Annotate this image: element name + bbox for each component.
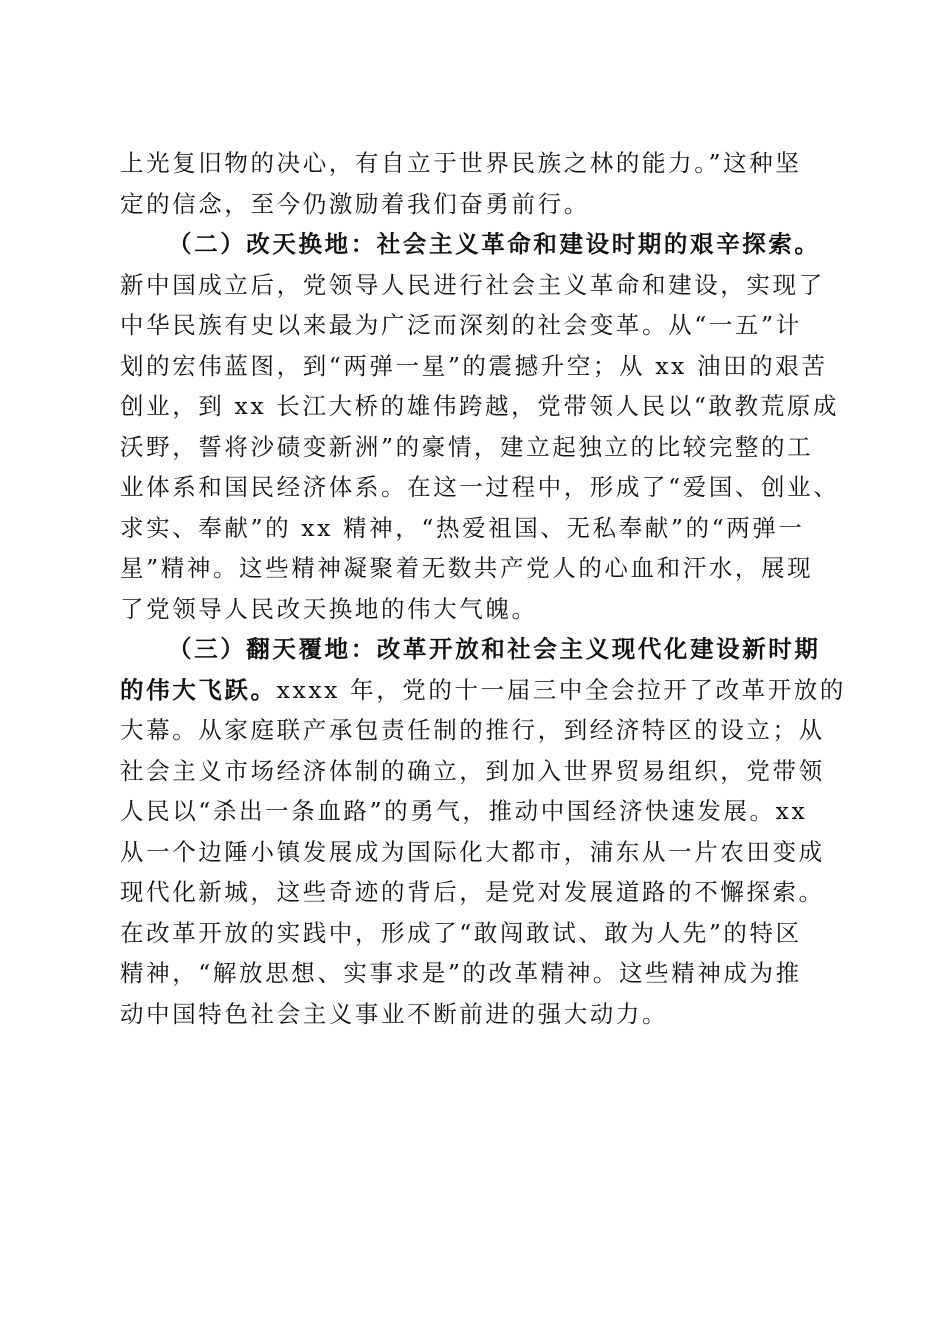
text-line: 在改革开放的实践中，形成了“敢闯敢试、敢为人先”的特区 bbox=[120, 918, 802, 947]
text-line: 划的宏伟蓝图，到“两弹一星”的震撼升空；从 xx 油田的艰苦 bbox=[120, 351, 828, 380]
text-line: 星”精神。这些精神凝聚着无数共产党人的心血和汗水，展现 bbox=[120, 554, 814, 582]
text-run: xxxx 年，党的十一届三中全会拉开了改革开放的 bbox=[276, 675, 846, 704]
section-heading-end: 的伟大飞跃。 bbox=[120, 675, 277, 704]
section-three bbox=[120, 629, 846, 1034]
text-line: 大幕。从家庭联产承包责任制的推行，到经济特区的设立；从 bbox=[120, 716, 825, 744]
text-line: 定的信念，至今仍激励着我们奋勇前行。 bbox=[120, 189, 590, 218]
text-line: 动中国特色社会主义事业不断前进的强大动力。 bbox=[120, 999, 669, 1028]
text-line: 精神，“解放思想、实事求是”的改革精神。这些精神成为推 bbox=[120, 959, 802, 987]
text-line bbox=[120, 670, 846, 711]
text-line: 了党领导人民改天换地的伟大气魄。 bbox=[120, 594, 538, 623]
document-body bbox=[120, 143, 846, 1034]
section-two bbox=[120, 224, 840, 629]
text-line: 中华民族有史以来最为广泛而深刻的社会变革。从“一五”计 bbox=[120, 311, 802, 339]
text-line: 人民以“杀出一条血路”的勇气，推动中国经济快速发展。xx bbox=[120, 797, 808, 825]
text-line: 业体系和国民经济体系。在这一过程中，形成了“爱国、创业、 bbox=[120, 473, 840, 501]
text-line: 从一个边陲小镇发展成为国际化大都市，浦东从一片农田变成 bbox=[120, 837, 825, 866]
text-line: 上光复旧物的决心，有自立于世界民族之林的能力。”这种坚 bbox=[120, 149, 802, 177]
text-line: 现代化新城，这些奇迹的背后，是党对发展道路的不懈探索。 bbox=[120, 878, 825, 906]
section-heading: （三）翻天覆地：改革开放和社会主义现代化建设新时期 bbox=[168, 635, 821, 663]
text-line: 沃野，誓将沙碛变新洲”的豪情，建立起独立的比较完整的工 bbox=[120, 432, 814, 461]
text-line: 新中国成立后，党领导人民进行社会主义革命和建设，实现了 bbox=[120, 270, 825, 299]
paragraph-continuation bbox=[120, 143, 830, 224]
text-line: 求实、奉献”的 xx 精神，“热爱祖国、无私奉献”的“两弹一 bbox=[120, 513, 805, 542]
section-heading: （二）改天换地：社会主义革命和建设时期的艰辛探索。 bbox=[168, 230, 821, 258]
text-line: 社会主义市场经济体制的确立，到加入世界贸易组织，党带领 bbox=[120, 756, 825, 785]
text-line: 创业，到 xx 长江大桥的雄伟跨越，党带领人民以“敢教荒原成 bbox=[120, 392, 839, 420]
